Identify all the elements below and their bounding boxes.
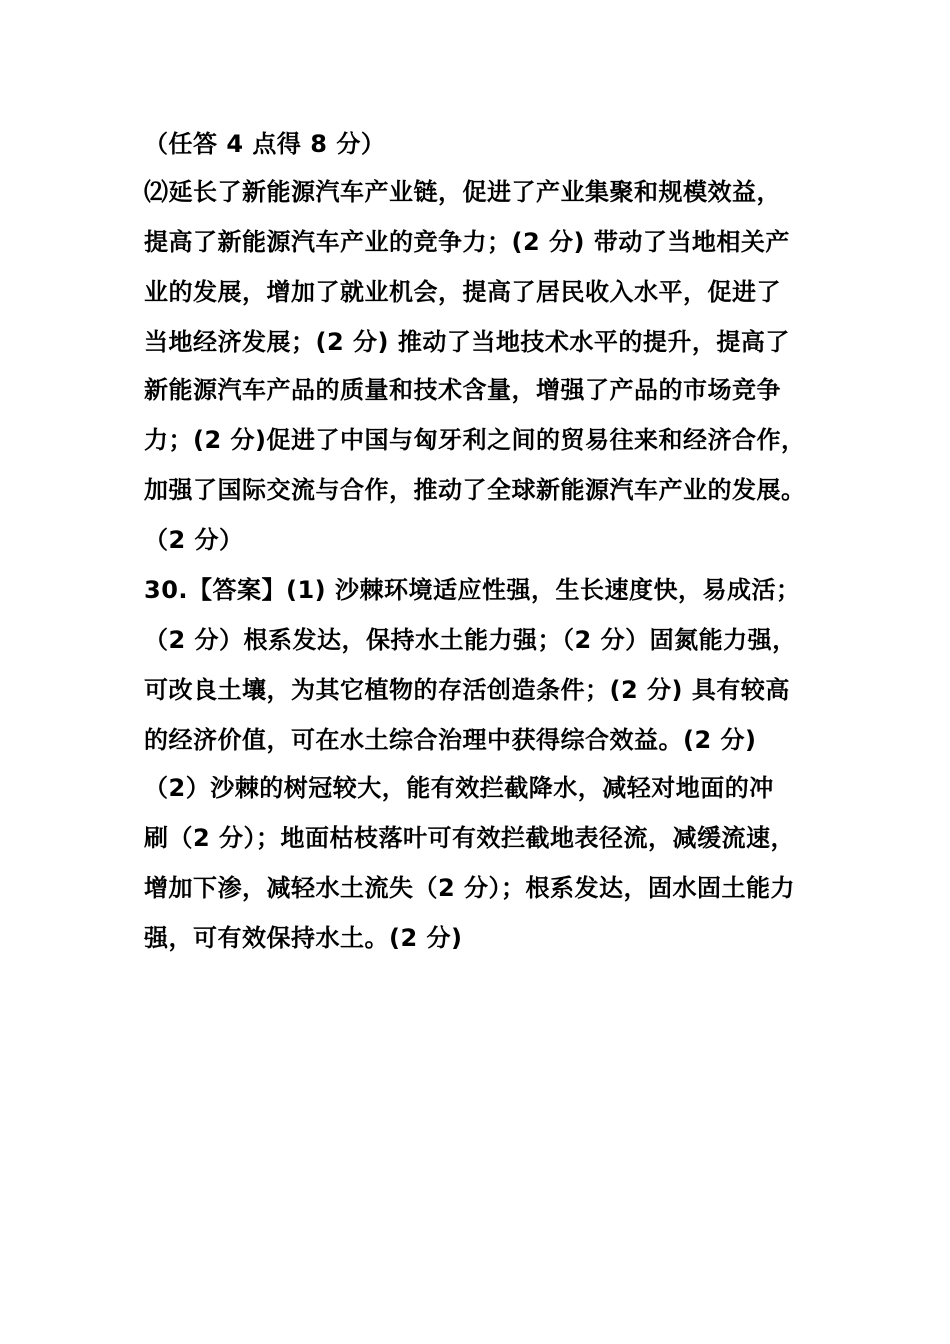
text-line: 强，可有效保持水土。(2 分) bbox=[144, 924, 463, 952]
text-line: （2 分）根系发达，保持水土能力强；（2 分）固氮能力强， bbox=[144, 626, 797, 654]
text-line: 力；(2 分)促进了中国与匈牙利之间的贸易往来和经济合作， bbox=[144, 426, 806, 454]
text-line: 业的发展，增加了就业机会，提高了居民收入水平，促进了 bbox=[144, 278, 781, 306]
text-line: 刷（2 分）；地面枯枝落叶可有效拦截地表径流，减缓流速， bbox=[144, 824, 796, 852]
text-line: 当地经济发展；(2 分) 推动了当地技术水平的提升，提高了 bbox=[144, 328, 790, 356]
text-line-scoring-note: （任答 4 点得 8 分） bbox=[144, 130, 386, 158]
text-line: （2）沙棘的树冠较大，能有效拦截降水，减轻对地面的冲 bbox=[144, 774, 774, 802]
text-line: ⑵延长了新能源汽车产业链，促进了产业集聚和规模效益， bbox=[144, 178, 781, 206]
text-line: （2 分） bbox=[144, 526, 244, 554]
text-line: 新能源汽车产品的质量和技术含量，增强了产品的市场竞争 bbox=[144, 376, 781, 404]
question-30-answer-heading: 30.【答案】(1) 沙棘环境适应性强，生长速度快，易成活； bbox=[144, 576, 801, 604]
text-line: 的经济价值，可在水土综合治理中获得综合效益。(2 分) bbox=[144, 726, 757, 754]
text-line: 可改良土壤，为其它植物的存活创造条件；(2 分) 具有较高 bbox=[144, 676, 790, 704]
text-line: 增加下渗，减轻水土流失（2 分）；根系发达，固水固土能力 bbox=[144, 874, 796, 902]
text-line: 提高了新能源汽车产业的竞争力；(2 分) 带动了当地相关产 bbox=[144, 228, 790, 256]
text-line: 加强了国际交流与合作，推动了全球新能源汽车产业的发展。 bbox=[144, 476, 806, 504]
